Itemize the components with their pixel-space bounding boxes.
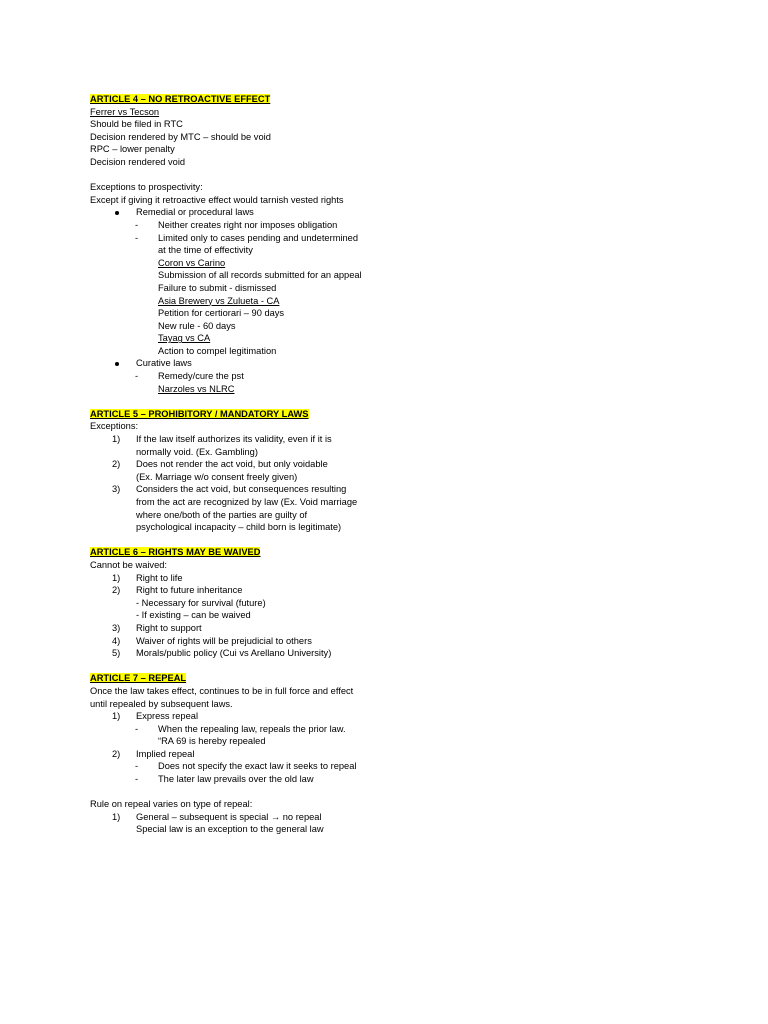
list-item: - The later law prevails over the old law xyxy=(135,774,314,785)
exceptions-prospectivity-title: Exceptions to prospectivity: xyxy=(90,182,203,193)
list-item: 2) Right to future inheritance xyxy=(112,585,243,596)
list-item: 4) Waiver of rights will be prejudicial to others xyxy=(112,635,312,646)
list-item: - Neither creates right nor imposes obligation xyxy=(135,219,338,230)
list-item: 5) Morals/public policy (Cui vs Arellano University) xyxy=(112,648,332,659)
case-ferrer-tecson: Ferrer vs Tecson xyxy=(90,106,160,117)
article-7-heading: ARTICLE 7 – REPEAL xyxy=(90,673,187,684)
case-tayag-ca: Tayag vs CA xyxy=(158,333,211,344)
list-item: 1) If the law itself authorizes its validity, even if it is xyxy=(112,434,332,445)
list-item xyxy=(90,206,690,219)
bullet-remedial: Remedial or procedural laws xyxy=(136,207,254,218)
list-item: - When the repealing law, repeals the prior law. xyxy=(135,723,346,734)
list-item: 2) Does not render the act void, but only voidable xyxy=(112,459,328,470)
bullet-curative: Curative laws xyxy=(136,358,192,369)
document-body: ARTICLE 4 – NO RETROACTIVE EFFECT Ferrer vs Tecson Should be filed in RTC Decision rendered by MTC – should be void RPC – lower penalty Decision rendered void Exceptions to prospectivity: Except if giving it retroactive effect would tarnish vested rights Remedial or procedural laws - Neither creates right nor imposes obligation - Limited only to cases pending and undetermined at the time of effectivity Coron vs Carino Submission of all records submitted for an appeal Failure to submit - dismissed Asia Brewery vs Zulueta - CA Petition for certiorari – 90 days New rule - 60 days Tayag vs CA Action to compel legitimation Curative laws - Remedy/cure the pst Narzoles vs NLRC ARTICLE 5 – PROHIBITORY / MANDATORY LAWS Exceptions: 1) If the law itself authorizes its validity, even if it is normally void. (Ex. Gambling) 2) Does not render the act void, but only voidable (Ex. Marriage w/o consent freely given) 3) Considers the act void, but consequences resulting from the act are recognized by law (Ex. Void marriage where one/both of the parties are guilty of psychological incapacity – child born is legitimate) ARTICLE 6 – RIGHTS MAY BE WAIVED Cannot be waived: 1) Right to life 2) Right to future inheritance - Necessary for survival (future) - If existing – can be waived 3) Right to support 4) Waiver of rights will be prejudicial to others 5) Morals/public policy (Cui vs Arellano University) ARTICLE 7 – REPEAL Once the law takes effect, continues to be in full force and effect until repealed by subsequent laws. 1) Express repeal - When the repealing law, repeals the prior law. “RA 69 is hereby repealed 2) Implied repeal - Does not specify the exact law it seeks to repeal - The later law prevails over the old law Rule on repeal varies on type of repeal: 1) General – subsequent is special → no repeal Special law is an exception to the general law xyxy=(90,93,690,836)
list-item: - Limited only to cases pending and undetermined xyxy=(135,232,359,243)
a4-line-1: Should be filed in RTC xyxy=(90,119,183,130)
case-asia-brewery: Asia Brewery vs Zulueta - CA xyxy=(158,295,280,306)
article-6-heading: ARTICLE 6 – RIGHTS MAY BE WAIVED xyxy=(90,547,261,558)
case-coron-carino: Coron vs Carino xyxy=(158,257,226,268)
article-4-heading: ARTICLE 4 – NO RETROACTIVE EFFECT xyxy=(90,94,271,104)
bullet-icon xyxy=(115,362,119,366)
case-narzoles-nlrc: Narzoles vs NLRC xyxy=(158,383,235,394)
article-5-heading: ARTICLE 5 – PROHIBITORY / MANDATORY LAWS xyxy=(90,408,309,419)
list-item: 1) Right to life xyxy=(112,572,183,583)
bullet-icon xyxy=(115,211,119,215)
list-item: 3) Right to support xyxy=(112,622,202,633)
a4-line-4: Decision rendered void xyxy=(90,156,186,167)
list-item: 1) Express repeal xyxy=(112,711,199,722)
list-item xyxy=(90,357,690,370)
list-item: - Does not specify the exact law it seeks to repeal xyxy=(135,761,357,772)
list-item: 2) Implied repeal xyxy=(112,748,195,759)
list-item: 1) General – subsequent is special → no repeal xyxy=(112,811,322,822)
except-line: Except if giving it retroactive effect would tarnish vested rights xyxy=(90,194,344,205)
list-item: - Remedy/cure the pst xyxy=(135,371,244,382)
a4-line-3: RPC – lower penalty xyxy=(90,144,175,155)
a4-line-2: Decision rendered by MTC – should be void xyxy=(90,131,271,142)
list-item: 3) Considers the act void, but consequences resulting xyxy=(112,484,347,495)
